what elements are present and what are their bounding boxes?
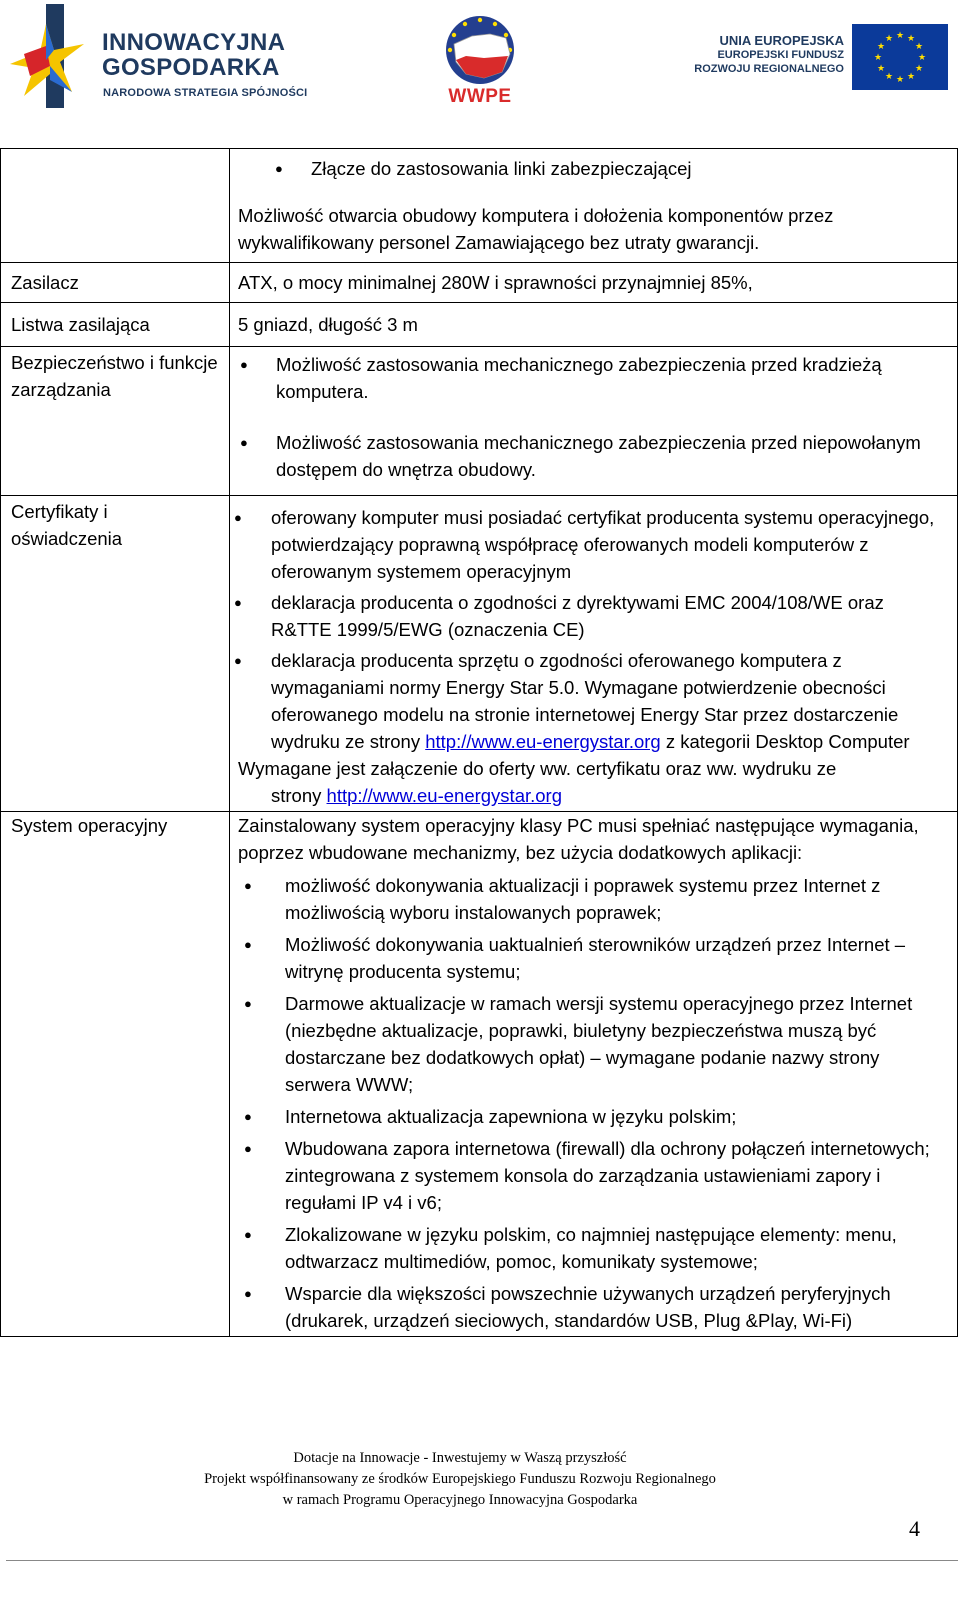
- list-item: ● Możliwość dokonywania uaktualnień sterowników urządzeń przez Internet – witrynę producenta systemu;: [238, 931, 947, 985]
- row-value-zasilacz: ATX, o mocy minimalnej 280W i sprawności przynajmniej 85%,: [230, 263, 958, 303]
- paragraph: Możliwość otwarcia obudowy komputera i dołożenia komponentów przez wykwalifikowany personel Zamawiającego bez utraty gwarancji.: [238, 205, 834, 253]
- list-item: ● deklaracja producenta o zgodności z dyrektywami EMC 2004/108/WE oraz R&TTE 1999/5/EWG (oznaczenia CE): [238, 589, 947, 643]
- eu-line-1: UNIA EUROPEJSKA: [719, 33, 844, 48]
- row-value-certyfikaty: [230, 496, 958, 812]
- table-row: [1, 149, 958, 263]
- note-line: [238, 782, 947, 809]
- list-item: ● Złącze do zastosowania linki zabezpieczającej: [238, 155, 947, 182]
- svg-text:★: ★: [873, 53, 883, 63]
- row-label-bezpieczenstwo: Bezpieczeństwo i funkcje zarządzania: [1, 347, 230, 496]
- logo-line-1: INNOWACYJNA: [102, 29, 286, 56]
- header-logos: [0, 0, 960, 115]
- bottom-divider: [6, 1560, 958, 1561]
- list-item: ● możliwość dokonywania aktualizacji i poprawek systemu przez Internet z możliwością wyboru instalowanych poprawek;: [238, 872, 947, 926]
- table-row: [1, 496, 958, 812]
- logo-line-2: GOSPODARKA: [102, 54, 280, 81]
- table-row: [1, 812, 958, 1337]
- wwpe-text: WWPE: [448, 86, 512, 107]
- footer-line: w ramach Programu Operacyjnego Innowacyjna Gospodarka: [282, 1492, 638, 1508]
- footer-line: Dotacje na Innowacje - Inwestujemy w Waszą przyszłość: [293, 1450, 627, 1466]
- list-item: ● Darmowe aktualizacje w ramach wersji systemu operacyjnego przez Internet (niezbędne aktualizacje, poprawki, biuletyny bezpieczeństwa muszą być dostarczane bez dodatkowych opłat) – wymagane podanie nazwy strony serwera WWW;: [238, 990, 947, 1098]
- svg-text:★: ★: [914, 64, 924, 74]
- innowacyjna-star-icon: [6, 4, 98, 108]
- list-item: ● oferowany komputer musi posiadać certyfikat producenta systemu operacyjnego, potwierdzający poprawną współpracę oferowanych modeli komputerów z oferowanym systemem operacyjnym: [238, 504, 947, 585]
- eu-flag-icon: [852, 24, 948, 90]
- table-cell-value: [230, 149, 958, 263]
- bullet-list: [238, 351, 947, 483]
- svg-text:★: ★: [914, 42, 924, 52]
- row-label-zasilacz: Zasilacz: [1, 263, 230, 303]
- list-item: ● Zlokalizowane w języku polskim, co najmniej następujące elementy: menu, odtwarzacz multimediów, pomoc, komunikaty systemowe;: [238, 1221, 947, 1275]
- item-text: deklaracja producenta sprzętu o zgodności oferowanego komputera z wymaganiami normy Energy Star 5.0. Wymagane potwierdzenie obecności oferowanego modelu na stronie internetowej Energy Star przez dostarczenie wydruku ze strony: [271, 650, 899, 752]
- list-item: ● Wbudowana zapora internetowa (firewall) dla ochrony połączeń internetowych; zintegrowana z systemem konsola do zarządzania ustawieniami zapory i regułami IP v4 i v6;: [238, 1135, 947, 1216]
- row-value-listwa: 5 gniazd, długość 3 m: [230, 303, 958, 347]
- svg-text:★: ★: [895, 31, 905, 41]
- svg-text:★: ★: [906, 72, 916, 82]
- svg-text:★: ★: [884, 34, 894, 44]
- wwpe-logo: [432, 14, 528, 110]
- footer-line: Projekt współfinansowany ze środków Europejskiego Funduszu Rozwoju Regionalnego: [204, 1471, 716, 1487]
- svg-text:★: ★: [884, 72, 894, 82]
- eu-logo: [680, 24, 950, 94]
- eu-line-3: ROZWOJU REGIONALNEGO: [694, 63, 844, 75]
- list-item: ● Możliwość zastosowania mechanicznego zabezpieczenia przed niepowołanym dostępem do wnętrza obudowy.: [238, 429, 947, 483]
- table-row: [1, 347, 958, 496]
- row-value-system: [230, 812, 958, 1337]
- logo-tagline: NARODOWA STRATEGIA SPÓJNOŚCI: [103, 87, 308, 99]
- paragraph: Zainstalowany system operacyjny klasy PC musi spełniać następujące wymagania, poprzez wbudowane mechanizmy, bez użycia dodatkowych aplikacji:: [238, 815, 919, 863]
- spec-table: [0, 148, 958, 1337]
- page-footer: [0, 1448, 920, 1511]
- energystar-link[interactable]: http://www.eu-energystar.org: [425, 731, 661, 752]
- eu-line-2: EUROPEJSKI FUNDUSZ: [717, 49, 844, 61]
- list-item: ● Internetowa aktualizacja zapewniona w języku polskim;: [238, 1103, 947, 1130]
- svg-text:★: ★: [906, 34, 916, 44]
- row-value-bezpieczenstwo: [230, 347, 958, 496]
- list-item: ● Wsparcie dla większości powszechnie używanych urządzeń peryferyjnych (drukarek, urządzeń sieciowych, standardów USB, Plug &Play, Wi-Fi): [238, 1280, 947, 1334]
- bullet-list: [238, 155, 947, 182]
- row-label-certyfikaty: Certyfikaty i oświadczenia: [1, 496, 230, 812]
- bullet-list: [238, 872, 947, 1334]
- svg-text:★: ★: [895, 75, 905, 85]
- bullet-list: [238, 504, 947, 755]
- svg-text:★: ★: [876, 42, 886, 52]
- list-item: ● Możliwość zastosowania mechanicznego zabezpieczenia przed kradzieżą komputera.: [238, 351, 947, 405]
- energystar-link-2[interactable]: http://www.eu-energystar.org: [326, 785, 563, 806]
- table-cell-empty: [1, 149, 230, 263]
- item-text: z kategorii Desktop Computer: [660, 731, 910, 752]
- svg-text:★: ★: [917, 53, 927, 63]
- table-row: [1, 263, 958, 303]
- table-row: [1, 303, 958, 347]
- note-text: strony: [271, 785, 327, 806]
- row-label-listwa: Listwa zasilająca: [1, 303, 230, 347]
- list-item: [238, 647, 947, 755]
- row-label-system: System operacyjny: [1, 812, 230, 1337]
- poland-map-icon: [432, 14, 528, 88]
- innowacyjna-gospodarka-logo: [6, 4, 336, 108]
- page-number: 4: [909, 1516, 920, 1541]
- note-line: Wymagane jest załączenie do oferty ww. certyfikatu oraz ww. wydruku ze: [238, 758, 837, 779]
- svg-text:★: ★: [876, 64, 886, 74]
